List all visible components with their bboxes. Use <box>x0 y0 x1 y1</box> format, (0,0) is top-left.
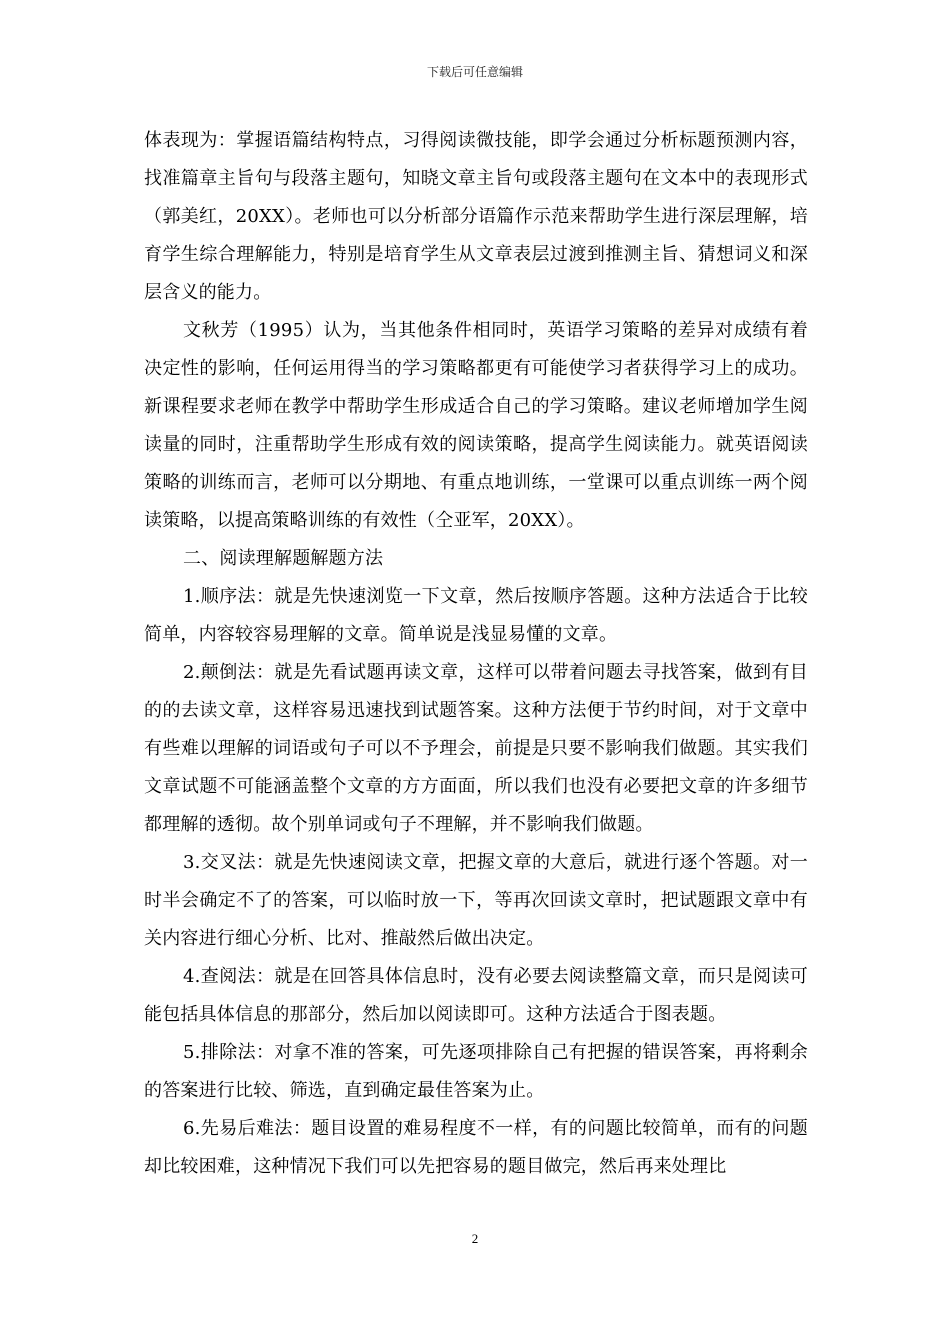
paragraph-1: 体表现为：掌握语篇结构特点，习得阅读微技能，即学会通过分析标题预测内容，找准篇章主旨句与段落主题句，知晓文章主旨句或段落主题句在文本中的表现形式（郭美红，20XX）。老师也可以分析部分语篇作示范来帮助学生进行深层理解，培育学生综合理解能力，特别是培育学生从文章表层过渡到推测主旨、猜想词义和深层含义的能力。 <box>144 130 808 303</box>
method-cross: 3.交叉法：就是先快速阅读文章，把握文章的大意后，就进行逐个答题。对一时半会确定不了的答案，可以临时放一下，等再次回读文章时，把试题跟文章中有关内容进行细心分析、比对、推敲然后做出决定。 <box>144 852 808 949</box>
method-sequence: 1.顺序法：就是先快速浏览一下文章，然后按顺序答题。这种方法适合于比较简单，内容较容易理解的文章。简单说是浅显易懂的文章。 <box>144 586 808 645</box>
page-header: 下载后可任意编辑 <box>426 65 523 79</box>
method-reverse: 2.颠倒法：就是先看试题再读文章，这样可以带着问题去寻找答案，做到有目的的去读文章，这样容易迅速找到试题答案。这种方法便于节约时间，对于文章中有些难以理解的词语或句子可以不予理会，前提是只要不影响我们做题。其实我们文章试题不可能涵盖整个文章的方方面面，所以我们也没有必要把文章的许多细节都理解的透彻。故个别单词或句子不理解，并不影响我们做题。 <box>144 662 808 835</box>
method-easy-first: 6.先易后难法：题目设置的难易程度不一样，有的问题比较简单，而有的问题却比较困难，这种情况下我们可以先把容易的题目做完，然后再来处理比 <box>144 1118 808 1177</box>
page-number: 2 <box>471 1231 479 1246</box>
document-body <box>144 122 808 1186</box>
method-elimination: 5.排除法：对拿不准的答案，可先逐项排除自己有把握的错误答案，再将剩余的答案进行比较、筛选，直到确定最佳答案为止。 <box>144 1042 808 1101</box>
section-heading: 二、阅读理解题解题方法 <box>183 548 384 569</box>
paragraph-2: 文秋芳（1995）认为，当其他条件相同时，英语学习策略的差异对成绩有着决定性的影响，任何运用得当的学习策略都更有可能使学习者获得学习上的成功。新课程要求老师在教学中帮助学生形成适合自己的学习策略。建议老师增加学生阅读量的同时，注重帮助学生形成有效的阅读策略，提高学生阅读能力。就英语阅读策略的训练而言，老师可以分期地、有重点地训练，一堂课可以重点训练一两个阅读策略，以提高策略训练的有效性（仝亚军，20XX）。 <box>144 320 808 531</box>
method-lookup: 4.查阅法：就是在回答具体信息时，没有必要去阅读整篇文章，而只是阅读可能包括具体信息的那部分，然后加以阅读即可。这种方法适合于图表题。 <box>144 966 808 1025</box>
